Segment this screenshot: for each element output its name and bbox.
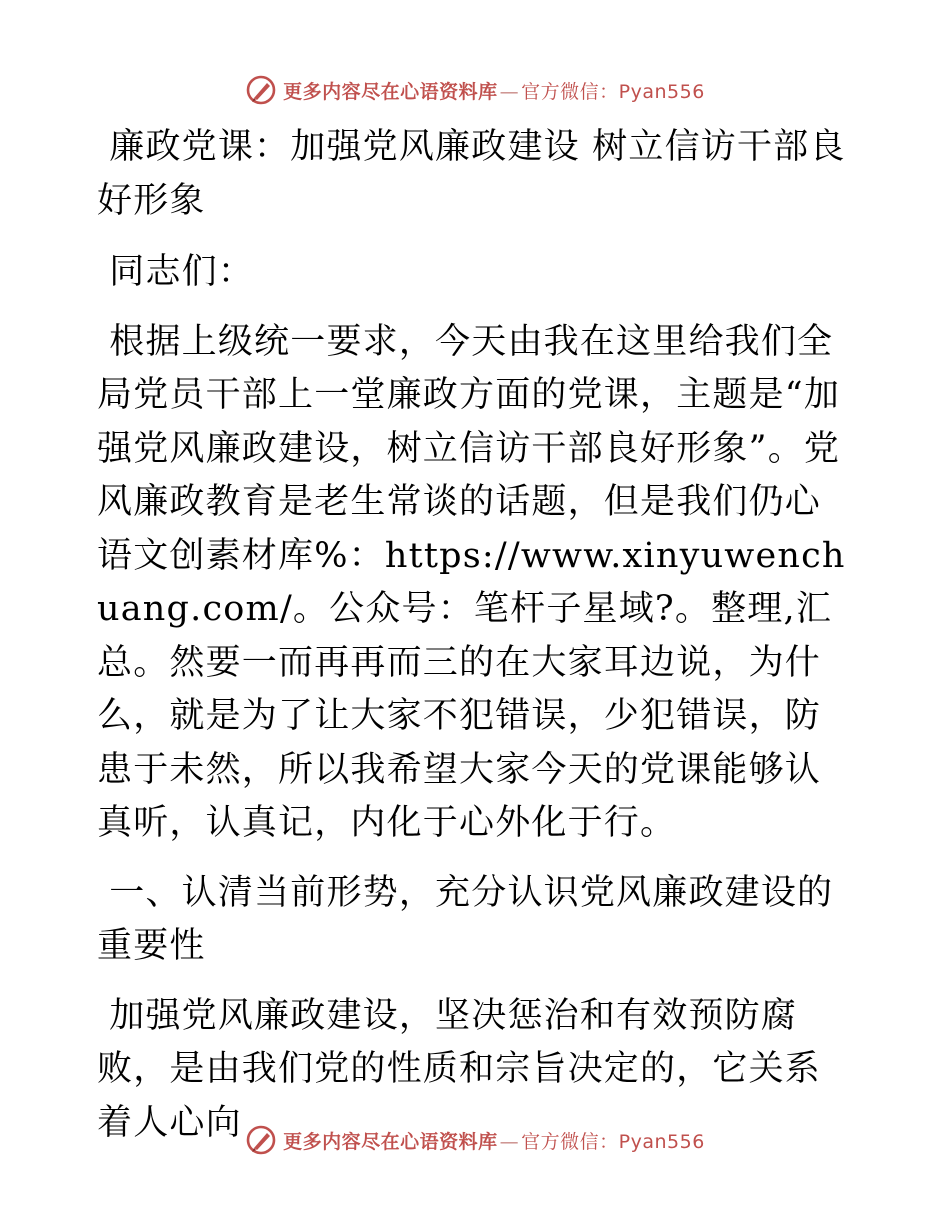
- pen-logo-icon: [245, 1124, 277, 1156]
- header-banner-text: [283, 77, 705, 104]
- footer-wechat-text: 官方微信：Pyan556: [521, 1130, 705, 1153]
- footer-banner: [0, 1120, 950, 1160]
- document-title: 廉政党课：加强党风廉政建设 树立信访干部良好形象: [97, 127, 846, 221]
- document-body: [97, 121, 853, 1166]
- salutation: 同志们：: [109, 252, 255, 292]
- body-paragraph-1: 根据上级统一要求，今天由我在这里给我们全局党员干部上一堂廉政方面的党课，主题是“加强党风廉政建设，树立信访干部良好形象”。党风廉政教育是老生常谈的话题，但是我们仍心语文创素材库%：https://www.xinyuwenchuang.com/。公众号：笔杆子星域?。整理,汇总。然要一而再再而三的在大家耳边说，为什么，就是为了让大家不犯错误，少犯错误，防患于未然，所以我希望大家今天的党课能够认真听，认真记，内化于心外化于行。: [97, 321, 846, 843]
- header-separator: —: [499, 80, 520, 103]
- section-heading-1: 一、认清当前形势，充分认识党风廉政建设的重要性: [97, 872, 834, 966]
- footer-site-text: 更多内容尽在心语资料库: [283, 1130, 498, 1153]
- pen-logo-icon: [245, 74, 277, 106]
- header-banner: [0, 70, 950, 110]
- footer-separator: —: [499, 1130, 520, 1153]
- body-paragraph-2: 加强党风廉政建设，坚决惩治和有效预防腐败，是由我们党的性质和宗旨决定的，它关系着人心向: [97, 995, 822, 1143]
- footer-banner-text: [283, 1127, 705, 1154]
- header-site-text: 更多内容尽在心语资料库: [283, 80, 498, 103]
- header-wechat-text: 官方微信：Pyan556: [521, 80, 705, 103]
